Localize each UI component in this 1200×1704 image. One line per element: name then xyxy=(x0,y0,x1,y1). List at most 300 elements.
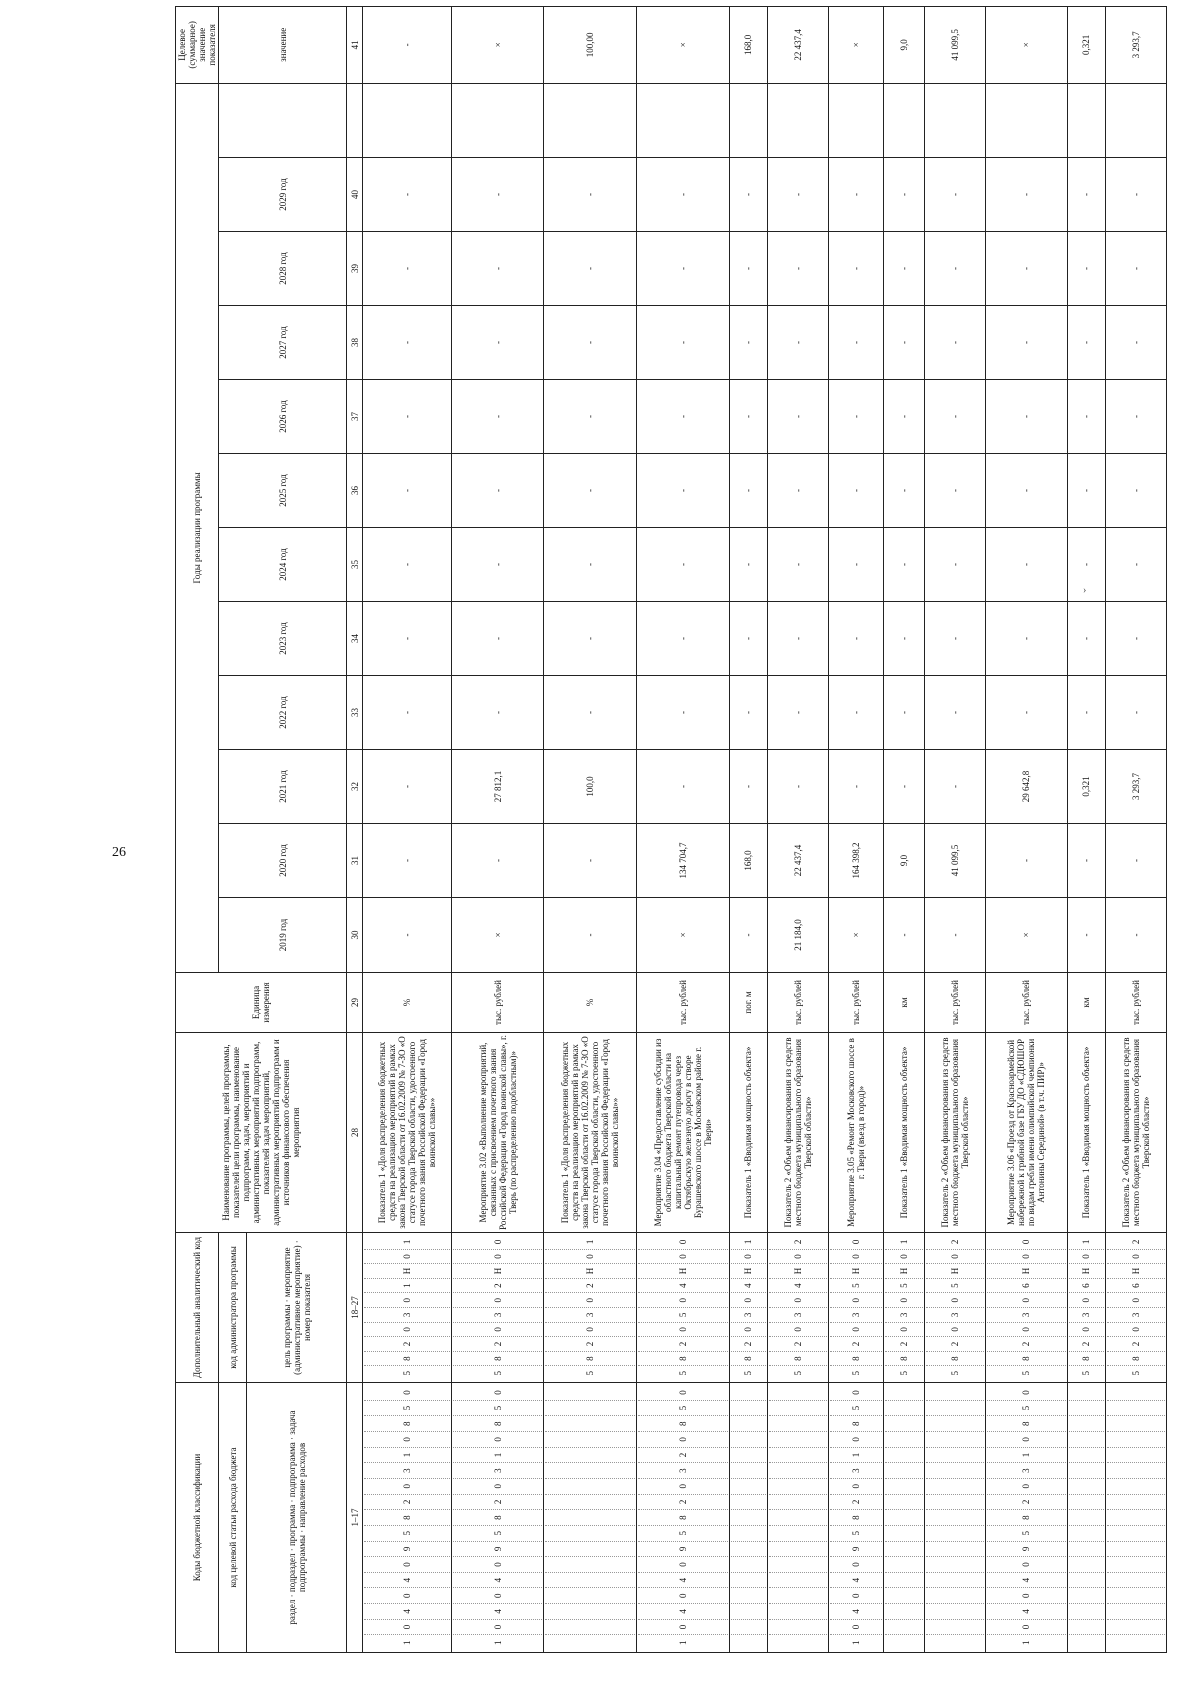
analytic-code-digit: 0 xyxy=(638,1250,728,1265)
year-value-cell: - xyxy=(451,158,544,232)
analytic-code-digit: 2 xyxy=(545,1279,635,1294)
year-value-cell: - xyxy=(544,454,637,528)
budget-code-cell xyxy=(767,1383,828,1653)
analytic-code-digit: 0 xyxy=(987,1250,1066,1265)
budget-code-digit: 0 xyxy=(987,1385,1066,1401)
year-value-cell: × xyxy=(637,898,730,973)
year-value-cell: - xyxy=(1105,676,1166,750)
spacer-cell xyxy=(729,83,767,157)
year-value-cell: - xyxy=(985,824,1067,898)
year-value-cell: - xyxy=(637,602,730,676)
year-value-cell: - xyxy=(829,750,883,824)
budget-code-digit xyxy=(926,1542,984,1558)
analytic-code-digit: 3 xyxy=(885,1308,923,1323)
year-value-cell: - xyxy=(883,750,924,824)
budget-code-digit xyxy=(769,1510,827,1526)
year-value-cell: - xyxy=(1067,158,1105,232)
analytic-code-digit: 8 xyxy=(545,1352,635,1367)
col-num-38: 38 xyxy=(347,306,363,380)
analytic-code-digit: 2 xyxy=(731,1337,766,1352)
analytic-code-digit: 3 xyxy=(830,1308,881,1323)
budget-code-digit: 1 xyxy=(492,1640,503,1645)
analytic-code-digit: 2 xyxy=(926,1235,984,1250)
budget-code-digit: 5 xyxy=(987,1526,1066,1542)
target-group-header: Целевое (суммарное) значение показателя xyxy=(176,6,219,83)
budget-code-digit xyxy=(545,1385,635,1401)
analytic-code-digit: Н xyxy=(1107,1264,1165,1279)
budget-code-digit: 1 xyxy=(402,1640,413,1645)
col-num-32: 32 xyxy=(347,750,363,824)
year-value-cell: - xyxy=(829,232,883,306)
budget-code-digit xyxy=(731,1463,766,1479)
budget-code-digit xyxy=(926,1588,984,1604)
analytic-code-digit: 4 xyxy=(769,1279,827,1294)
year-value-cell: - xyxy=(767,676,828,750)
analytic-code-digit: Н xyxy=(545,1264,635,1279)
budget-code-digit xyxy=(1069,1542,1104,1558)
analytic-code-digit: 0 xyxy=(1107,1250,1165,1265)
analytic-code-digit: Н xyxy=(926,1264,984,1279)
budget-code-digit: 8 xyxy=(453,1510,543,1526)
year-value-cell: - xyxy=(1067,454,1105,528)
analytic-code-digit: 5 xyxy=(585,1370,596,1376)
analytic-code-digit: 5 xyxy=(1130,1370,1141,1376)
budget-code-digit: 0 xyxy=(638,1432,728,1448)
col-num-40: 40 xyxy=(347,158,363,232)
analytic-code-digit: 0 xyxy=(769,1293,827,1308)
analytic-code-digit: 0 xyxy=(1069,1250,1104,1265)
budget-code-digit: 0 xyxy=(987,1620,1066,1636)
budget-code-digit xyxy=(1069,1557,1104,1573)
budget-code-digit: 4 xyxy=(638,1573,728,1589)
budget-code-digit xyxy=(545,1557,635,1573)
budget-code-digit xyxy=(1069,1385,1104,1401)
budget-code-digit xyxy=(1069,1463,1104,1479)
budget-code-digit xyxy=(731,1448,766,1464)
analytic-code-digit: 0 xyxy=(638,1323,728,1338)
extra-code-group-header: Дополнительный аналитический код xyxy=(176,1233,219,1383)
spacer-cell xyxy=(883,83,924,157)
year-value-cell: - xyxy=(451,380,544,454)
budget-code-digit xyxy=(731,1432,766,1448)
col-num-37: 37 xyxy=(347,380,363,454)
budget-code-digit: 8 xyxy=(830,1510,881,1526)
budget-code-digit xyxy=(545,1463,635,1479)
analytic-code-digit: 5 xyxy=(492,1370,503,1376)
budget-code-digit xyxy=(885,1573,923,1589)
budget-code-digit xyxy=(769,1526,827,1542)
budget-code-digit xyxy=(926,1557,984,1573)
budget-code-digit: 3 xyxy=(987,1463,1066,1479)
analytic-code-digit: 0 xyxy=(926,1323,984,1338)
budget-code-digit xyxy=(926,1385,984,1401)
target-value-cell: 0,321 xyxy=(1067,6,1105,83)
year-value-cell: - xyxy=(544,380,637,454)
col-num-31: 31 xyxy=(347,824,363,898)
col-num-blank xyxy=(347,83,363,157)
budget-code-digit: 4 xyxy=(453,1604,543,1620)
budget-code-digit xyxy=(1107,1588,1165,1604)
row-name: Мероприятие 3.02 «Выполнение мероприятий, связанных с присвоением почетного звания Российской Федерации «Город воинской славы», г. Тверь (по распределению подобластным)» xyxy=(451,1033,544,1233)
program-table xyxy=(175,6,1167,1653)
budget-code-digit xyxy=(1107,1557,1165,1573)
budget-code-digit: 0 xyxy=(364,1479,450,1495)
target-value-header: значение xyxy=(219,6,347,83)
year-2028-header: 2028 год xyxy=(219,232,347,306)
analytic-code-digit: 0 xyxy=(987,1293,1066,1308)
budget-code-digit xyxy=(545,1416,635,1432)
analytic-code-digit: 0 xyxy=(987,1323,1066,1338)
budget-code-digit: 3 xyxy=(638,1463,728,1479)
budget-code-digit xyxy=(731,1479,766,1495)
year-value-cell: - xyxy=(883,306,924,380)
analytic-code-digit: 5 xyxy=(926,1279,984,1294)
table-body xyxy=(363,6,1167,1652)
budget-code-digit xyxy=(545,1479,635,1495)
analytic-code-digit: 2 xyxy=(885,1337,923,1352)
analytic-code-digit: 0 xyxy=(545,1293,635,1308)
budget-code-digit: 0 xyxy=(453,1432,543,1448)
scan-mark: › xyxy=(1083,585,1087,596)
budget-code-digit xyxy=(1107,1542,1165,1558)
analytic-code-digit: 0 xyxy=(545,1250,635,1265)
analytic-code-digit: 5 xyxy=(638,1308,728,1323)
budget-code-digit: 3 xyxy=(830,1463,881,1479)
analytic-code-digit: 3 xyxy=(769,1308,827,1323)
budget-code-digit: 5 xyxy=(453,1526,543,1542)
budget-code-digit xyxy=(731,1573,766,1589)
row-name: Мероприятие 3.05 «Ремонт Московского шоссе в г. Твери (въезд в город)» xyxy=(829,1033,883,1233)
analytic-code-digit: 3 xyxy=(453,1308,543,1323)
analytic-code-digit: 5 xyxy=(677,1370,688,1376)
year-value-cell: - xyxy=(829,158,883,232)
budget-code-digit: 0 xyxy=(830,1620,881,1636)
year-2025-header: 2025 год xyxy=(219,454,347,528)
year-value-cell: 100,0 xyxy=(544,750,637,824)
budget-code-digit xyxy=(1069,1635,1104,1650)
budget-code-cell xyxy=(451,1383,544,1653)
year-value-cell: - xyxy=(924,528,985,602)
year-value-cell: - xyxy=(363,528,452,602)
budget-code-digit: 5 xyxy=(364,1526,450,1542)
budget-code-digit xyxy=(1107,1432,1165,1448)
budget-code-digit xyxy=(926,1620,984,1636)
year-value-cell: - xyxy=(767,454,828,528)
analytic-code-digit: 5 xyxy=(898,1370,909,1376)
year-value-cell: 27 812,1 xyxy=(451,750,544,824)
budget-code-digit: 8 xyxy=(830,1416,881,1432)
budget-code-cell xyxy=(1067,1383,1105,1653)
year-value-cell: 29 642,8 xyxy=(985,750,1067,824)
analytic-code-digit: 0 xyxy=(364,1323,450,1338)
year-value-cell: - xyxy=(883,232,924,306)
year-value-cell: 21 184,0 xyxy=(767,898,828,973)
analytic-code-digit: 0 xyxy=(885,1250,923,1265)
year-value-cell: 9,0 xyxy=(883,824,924,898)
year-value-cell: - xyxy=(1067,306,1105,380)
budget-code-digit: 2 xyxy=(638,1495,728,1511)
spacer-cell xyxy=(637,83,730,157)
target-value-cell: - xyxy=(363,6,452,83)
target-value-cell: 3 293,7 xyxy=(1105,6,1166,83)
year-value-cell: - xyxy=(829,306,883,380)
year-value-cell: - xyxy=(544,676,637,750)
table-row xyxy=(924,6,985,1652)
analytic-code-digit: 2 xyxy=(638,1337,728,1352)
budget-code-digit xyxy=(1107,1448,1165,1464)
budget-code-digit: 1 xyxy=(1021,1640,1032,1645)
row-unit: тыс. рублей xyxy=(451,973,544,1033)
analytic-code-cell xyxy=(883,1233,924,1383)
budget-code-digit: 8 xyxy=(987,1416,1066,1432)
extra-parts-header: цель программы · мероприятие (административное мероприятие) · номер показателя xyxy=(247,1233,347,1383)
budget-code-digit xyxy=(885,1526,923,1542)
budget-code-digit xyxy=(885,1385,923,1401)
table-row xyxy=(451,6,544,1652)
analytic-code-digit: 0 xyxy=(885,1323,923,1338)
analytic-code-digit: 5 xyxy=(1021,1370,1032,1376)
target-value-cell: × xyxy=(451,6,544,83)
budget-code-digit: 0 xyxy=(364,1385,450,1401)
budget-code-digit xyxy=(769,1448,827,1464)
budget-code-digit: 4 xyxy=(364,1573,450,1589)
analytic-code-digit: 0 xyxy=(926,1293,984,1308)
budget-code-digit: 9 xyxy=(364,1542,450,1558)
budget-code-digit xyxy=(545,1448,635,1464)
analytic-code-digit: 8 xyxy=(638,1352,728,1367)
budget-code-digit: 0 xyxy=(638,1588,728,1604)
row-unit: км xyxy=(883,973,924,1033)
analytic-code-digit: 6 xyxy=(1069,1279,1104,1294)
analytic-code-digit: Н xyxy=(1069,1264,1104,1279)
year-value-cell: - xyxy=(729,232,767,306)
analytic-code-digit: 3 xyxy=(364,1308,450,1323)
budget-code-digit: 2 xyxy=(638,1448,728,1464)
year-value-cell: - xyxy=(883,528,924,602)
budget-code-cell xyxy=(1105,1383,1166,1653)
analytic-code-digit: 0 xyxy=(830,1293,881,1308)
year-value-cell: - xyxy=(544,528,637,602)
analytic-code-digit: 1 xyxy=(364,1235,450,1250)
budget-code-cell xyxy=(544,1383,637,1653)
budget-code-digit xyxy=(885,1557,923,1573)
budget-code-digit xyxy=(885,1495,923,1511)
budget-code-digit xyxy=(926,1604,984,1620)
column-number-row xyxy=(347,6,363,1652)
analytic-code-digit: 8 xyxy=(987,1352,1066,1367)
year-value-cell: - xyxy=(729,306,767,380)
budget-code-cell xyxy=(883,1383,924,1653)
budget-code-digit: 5 xyxy=(638,1401,728,1417)
budget-code-digit: 4 xyxy=(364,1604,450,1620)
budget-code-digit xyxy=(926,1526,984,1542)
analytic-code-digit: 0 xyxy=(453,1293,543,1308)
years-group-header: Годы реализации программы xyxy=(176,83,219,972)
budget-code-digit xyxy=(769,1604,827,1620)
budget-code-digit xyxy=(1107,1620,1165,1636)
budget-code-digit: 2 xyxy=(453,1495,543,1511)
budget-code-digit: 9 xyxy=(453,1542,543,1558)
row-name: Показатель 1 «Доля распределения бюджетных средств на реализацию мероприятий в рамках закона Тверской области от 16.02.2009 № 7-ЗО «О статусе города Тверской области, удостоенного почетного звания Российской Федерации «Город воинской славы»» xyxy=(544,1033,637,1233)
budget-code-digit xyxy=(769,1401,827,1417)
budget-code-digit xyxy=(1107,1463,1165,1479)
year-value-cell: 134 704,7 xyxy=(637,824,730,898)
year-value-cell: - xyxy=(544,232,637,306)
analytic-code-digit: 2 xyxy=(453,1279,543,1294)
budget-code-digit xyxy=(769,1620,827,1636)
year-value-cell: - xyxy=(924,602,985,676)
year-value-cell: - xyxy=(363,232,452,306)
year-value-cell: - xyxy=(985,602,1067,676)
table-row xyxy=(1105,6,1166,1652)
codes-group-header: Коды бюджетной классификации xyxy=(176,1383,219,1653)
budget-code-digit xyxy=(1069,1588,1104,1604)
budget-code-digit xyxy=(885,1448,923,1464)
analytic-code-digit: 1 xyxy=(885,1235,923,1250)
year-2023-header: 2023 год xyxy=(219,602,347,676)
year-value-cell: - xyxy=(363,676,452,750)
spacer-cell xyxy=(544,83,637,157)
year-value-cell: 164 398,2 xyxy=(829,824,883,898)
analytic-code-digit: 8 xyxy=(769,1352,827,1367)
budget-code-digit: 3 xyxy=(364,1463,450,1479)
analytic-code-digit: 2 xyxy=(987,1337,1066,1352)
analytic-code-digit: 8 xyxy=(926,1352,984,1367)
col-num-36: 36 xyxy=(347,454,363,528)
budget-code-digit xyxy=(926,1510,984,1526)
year-value-cell: × xyxy=(985,898,1067,973)
year-value-cell: - xyxy=(767,306,828,380)
budget-code-digit: 0 xyxy=(364,1620,450,1636)
analytic-code-digit: 0 xyxy=(769,1250,827,1265)
budget-code-digit xyxy=(926,1432,984,1448)
table-row xyxy=(1067,6,1105,1652)
year-value-cell: - xyxy=(637,232,730,306)
year-value-cell: - xyxy=(729,454,767,528)
budget-code-digit xyxy=(545,1510,635,1526)
budget-code-digit xyxy=(1069,1401,1104,1417)
year-value-cell: - xyxy=(451,528,544,602)
budget-code-digit xyxy=(731,1542,766,1558)
year-value-cell: - xyxy=(1105,158,1166,232)
year-value-cell: - xyxy=(985,306,1067,380)
budget-code-digit xyxy=(885,1510,923,1526)
year-value-cell: - xyxy=(1067,676,1105,750)
row-unit: % xyxy=(363,973,452,1033)
budget-code-digit xyxy=(885,1463,923,1479)
analytic-code-digit: 0 xyxy=(364,1250,450,1265)
analytic-code-cell xyxy=(829,1233,883,1383)
analytic-code-digit: 2 xyxy=(769,1235,827,1250)
analytic-code-digit: 4 xyxy=(638,1279,728,1294)
year-value-cell: - xyxy=(1067,824,1105,898)
budget-code-digit: 0 xyxy=(638,1385,728,1401)
budget-code-digit xyxy=(1069,1448,1104,1464)
analytic-code-cell xyxy=(363,1233,452,1383)
analytic-code-cell xyxy=(1105,1233,1166,1383)
budget-code-digit xyxy=(769,1635,827,1650)
budget-code-digit: 0 xyxy=(987,1557,1066,1573)
kcsr-parts-header: раздел · подраздел · программа · подпрограмма · задача подпрограммы · направление расходов xyxy=(247,1383,347,1653)
year-value-cell: - xyxy=(1105,824,1166,898)
analytic-code-digit: 5 xyxy=(1081,1370,1092,1376)
year-value-cell: 168,0 xyxy=(729,824,767,898)
budget-code-digit xyxy=(545,1604,635,1620)
year-value-cell: - xyxy=(1105,232,1166,306)
row-unit: км xyxy=(1067,973,1105,1033)
year-value-cell: - xyxy=(924,380,985,454)
year-value-cell: - xyxy=(451,306,544,380)
year-value-cell: - xyxy=(1105,380,1166,454)
budget-code-digit xyxy=(1107,1510,1165,1526)
budget-code-digit: 0 xyxy=(830,1432,881,1448)
budget-code-digit: 4 xyxy=(638,1604,728,1620)
analytic-code-digit: 1 xyxy=(731,1235,766,1250)
col-num-33: 33 xyxy=(347,676,363,750)
target-value-cell: × xyxy=(637,6,730,83)
analytic-code-cell xyxy=(637,1233,730,1383)
budget-code-digit: 8 xyxy=(364,1416,450,1432)
year-value-cell: - xyxy=(637,454,730,528)
budget-code-digit: 9 xyxy=(830,1542,881,1558)
budget-code-digit: 9 xyxy=(638,1542,728,1558)
year-value-cell: - xyxy=(985,232,1067,306)
budget-code-digit: 0 xyxy=(830,1479,881,1495)
budget-code-digit: 0 xyxy=(453,1620,543,1636)
year-value-cell: - xyxy=(544,824,637,898)
analytic-code-cell xyxy=(729,1233,767,1383)
year-value-cell: - xyxy=(1067,528,1105,602)
year-2021-header: 2021 год xyxy=(219,750,347,824)
budget-code-cell xyxy=(363,1383,452,1653)
year-value-cell: - xyxy=(985,454,1067,528)
year-value-cell: - xyxy=(767,528,828,602)
rotated-table-sheet xyxy=(175,21,1167,1653)
analytic-code-digit: Н xyxy=(638,1264,728,1279)
year-value-cell: - xyxy=(1105,306,1166,380)
budget-code-digit: 8 xyxy=(453,1416,543,1432)
budget-code-digit xyxy=(545,1432,635,1448)
row-unit: тыс. рублей xyxy=(924,973,985,1033)
analytic-code-digit: 8 xyxy=(731,1352,766,1367)
analytic-code-digit: 0 xyxy=(453,1323,543,1338)
analytic-code-cell xyxy=(924,1233,985,1383)
analytic-code-digit: 0 xyxy=(830,1250,881,1265)
analytic-code-digit: 0 xyxy=(364,1293,450,1308)
col-num-35: 35 xyxy=(347,528,363,602)
budget-code-digit xyxy=(1069,1620,1104,1636)
row-unit: тыс. рублей xyxy=(637,973,730,1033)
row-name: Показатель 2 «Объем финансирования из средств местного бюджета муниципального образования Тверской области» xyxy=(924,1033,985,1233)
budget-code-digit xyxy=(1069,1573,1104,1589)
analytic-code-digit: 0 xyxy=(638,1235,728,1250)
kcsr-header: код целевой статьи расхода бюджета xyxy=(219,1383,247,1653)
row-name: Показатель 1 «Вводимая мощность объекта» xyxy=(729,1033,767,1233)
budget-code-digit xyxy=(731,1604,766,1620)
budget-code-digit xyxy=(1069,1526,1104,1542)
budget-code-digit xyxy=(1107,1495,1165,1511)
analytic-code-digit: 0 xyxy=(731,1293,766,1308)
analytic-code-cell xyxy=(1067,1233,1105,1383)
budget-code-digit: 4 xyxy=(987,1604,1066,1620)
year-2019-header: 2019 год xyxy=(219,898,347,973)
col-num-28: 28 xyxy=(347,1033,363,1233)
year-value-cell: 3 293,7 xyxy=(1105,750,1166,824)
year-2029-header: 2029 год xyxy=(219,158,347,232)
budget-code-cell xyxy=(729,1383,767,1653)
budget-code-digit xyxy=(1107,1635,1165,1650)
year-value-cell: - xyxy=(363,824,452,898)
